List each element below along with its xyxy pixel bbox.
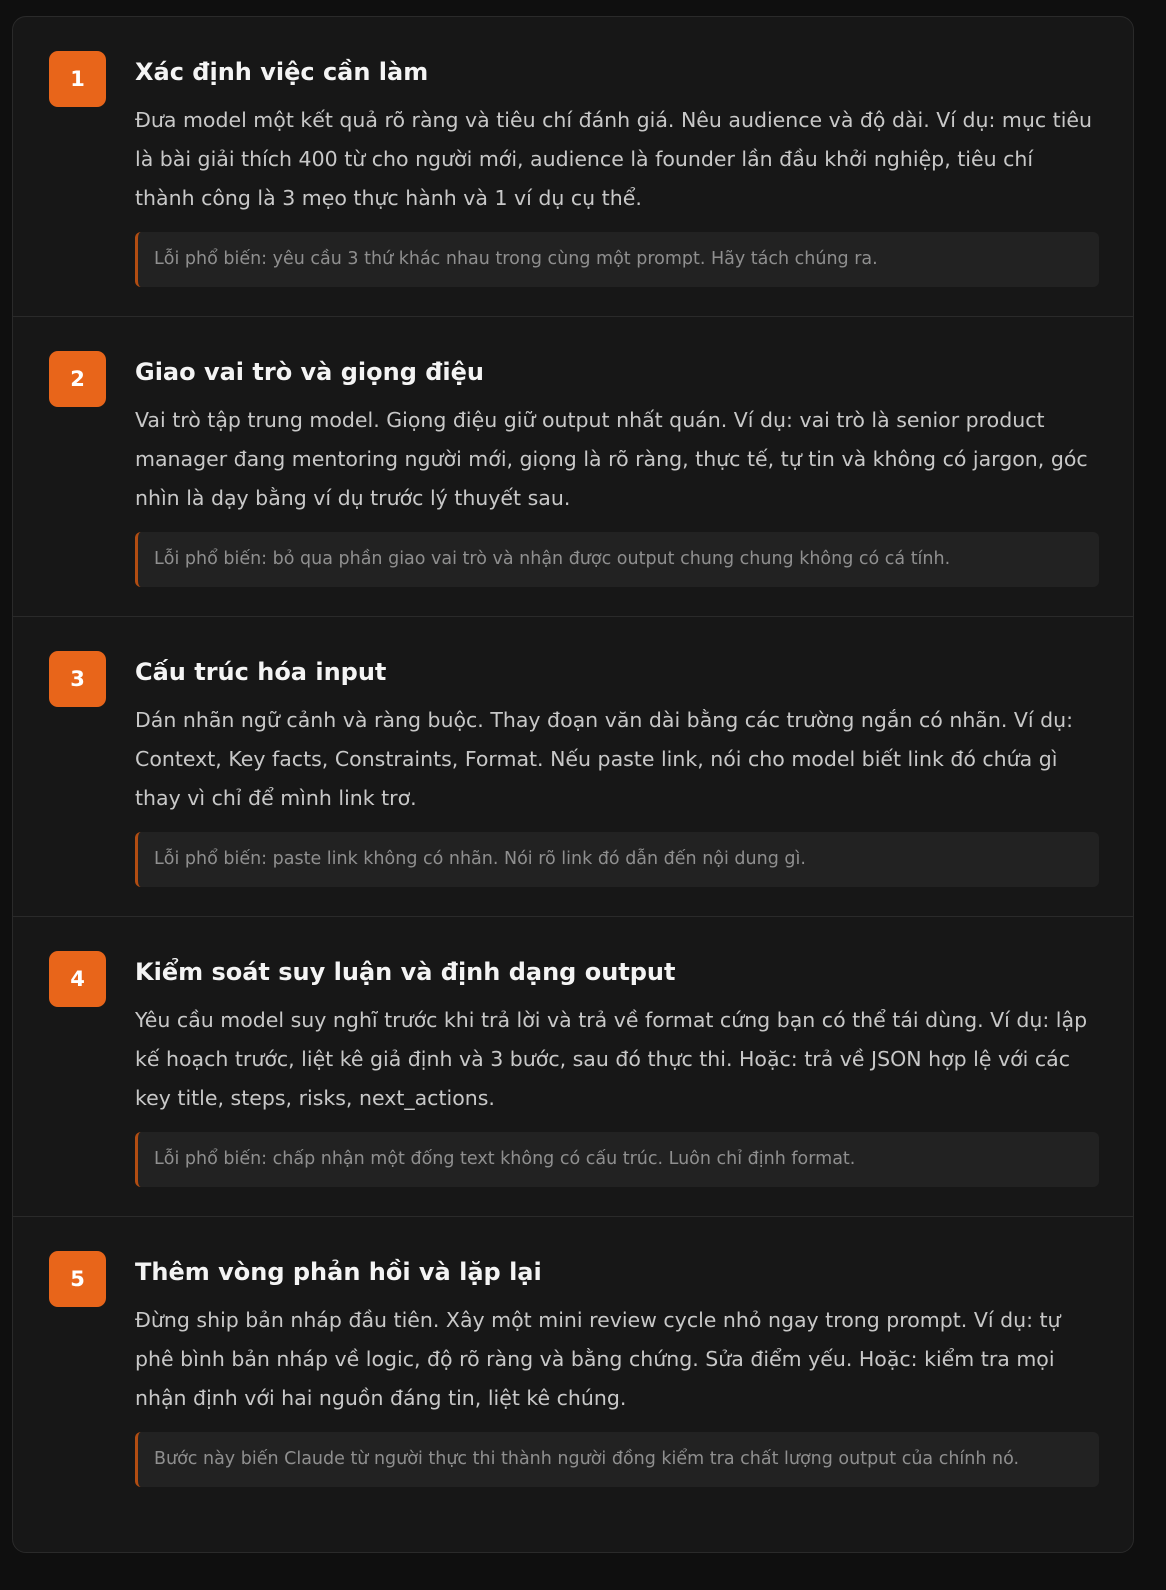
common-mistake-note: Lỗi phổ biến: bỏ qua phần giao vai trò và nhận được output chung chung không có cá tính. bbox=[135, 532, 1099, 587]
step-title: Giao vai trò và giọng điệu bbox=[135, 358, 485, 386]
step-4 bbox=[13, 917, 1133, 1217]
step-description: Đừng ship bản nháp đầu tiên. Xây một mini review cycle nhỏ ngay trong prompt. Ví dụ: tự phê bình bản nháp về logic, độ rõ ràng và bằng chứng. Sửa điểm yếu. Hoặc: kiểm tra mọi nhận định với hai nguồn đáng tin, liệt kê chúng. bbox=[135, 1308, 1061, 1410]
step-description: Đưa model một kết quả rõ ràng và tiêu chí đánh giá. Nêu audience và độ dài. Ví dụ: mục tiêu là bài giải thích 400 từ cho người mới, audience là founder lần đầu khởi nghiệp, tiêu chí thành công là 3 mẹo thực hành và 1 ví dụ cụ thể. bbox=[135, 108, 1093, 210]
steps-card bbox=[12, 16, 1134, 1553]
common-mistake-note: Lỗi phổ biến: yêu cầu 3 thứ khác nhau trong cùng một prompt. Hãy tách chúng ra. bbox=[135, 232, 1099, 287]
step-2 bbox=[13, 317, 1133, 617]
step-5 bbox=[13, 1217, 1133, 1553]
step-number-badge: 3 bbox=[49, 651, 106, 707]
step-content bbox=[135, 353, 1099, 587]
step-title: Cấu trúc hóa input bbox=[135, 658, 387, 686]
step-3 bbox=[13, 617, 1133, 917]
step-description: Vai trò tập trung model. Giọng điệu giữ output nhất quán. Ví dụ: vai trò là senior product manager đang mentoring người mới, giọng là rõ ràng, thực tế, tự tin và không có jargon, góc nhìn là dạy bằng ví dụ trước lý thuyết sau. bbox=[135, 408, 1088, 510]
step-title: Xác định việc cần làm bbox=[135, 58, 429, 86]
step-content bbox=[135, 953, 1099, 1187]
step-title: Thêm vòng phản hồi và lặp lại bbox=[135, 1258, 542, 1286]
step-number-badge: 1 bbox=[49, 51, 106, 107]
step-number-badge: 4 bbox=[49, 951, 106, 1007]
step-content bbox=[135, 653, 1099, 887]
step-number-badge: 5 bbox=[49, 1251, 106, 1307]
step-description: Yêu cầu model suy nghĩ trước khi trả lời và trả về format cứng bạn có thể tái dùng. Ví dụ: lập kế hoạch trước, liệt kê giả định và 3 bước, sau đó thực thi. Hoặc: trả về JSON hợp lệ với các key title, steps, risks, next_actions. bbox=[135, 1008, 1088, 1110]
step-number-badge: 2 bbox=[49, 351, 106, 407]
tip-note: Bước này biến Claude từ người thực thi thành người đồng kiểm tra chất lượng output của chính nó. bbox=[135, 1432, 1099, 1487]
common-mistake-note: Lỗi phổ biến: paste link không có nhãn. Nói rõ link đó dẫn đến nội dung gì. bbox=[135, 832, 1099, 887]
common-mistake-note: Lỗi phổ biến: chấp nhận một đống text không có cấu trúc. Luôn chỉ định format. bbox=[135, 1132, 1099, 1187]
step-1 bbox=[13, 17, 1133, 317]
step-content bbox=[135, 1253, 1099, 1487]
step-description: Dán nhãn ngữ cảnh và ràng buộc. Thay đoạn văn dài bằng các trường ngắn có nhãn. Ví dụ: Context, Key facts, Constraints, Format. Nếu paste link, nói cho model biết link đó chứa gì thay vì chỉ để mình link trơ. bbox=[135, 708, 1074, 810]
step-content bbox=[135, 53, 1099, 287]
step-title: Kiểm soát suy luận và định dạng output bbox=[135, 958, 676, 986]
